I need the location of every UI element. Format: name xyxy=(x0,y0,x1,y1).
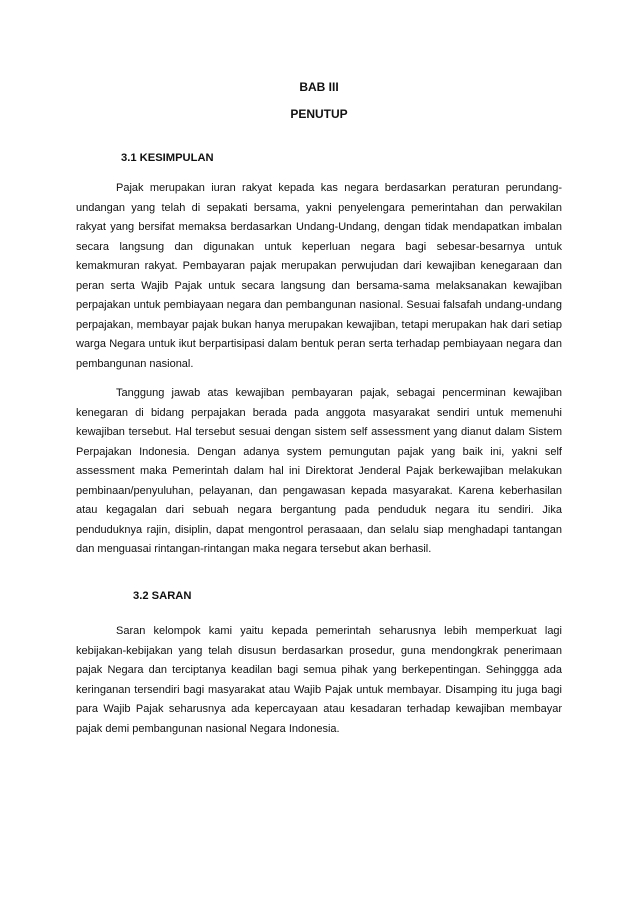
section-heading-saran: 3.2 SARAN xyxy=(133,590,192,602)
chapter-number: BAB III xyxy=(299,80,339,94)
paragraph-kesimpulan-2: Tanggung jawab atas kewajiban pembayaran pajak, sebagai pencerminan kewajiban kenegaran di bidang perpajakan berada pada anggota masyarakat sendiri untuk memenuhi kewajiban tersebut. Hal tersebut sesuai dengan sistem self assessment yang dianut dalam Sistem Perpajakan Indonesia. Dengan adanya system pemungutan pajak yang baik ini, yakni self assessment maka Pemerintah dalam hal ini Direktorat Jenderal Pajak berkewajiban melakukan pembinaan/penyuluhan, pelayanan, dan pengawasan kepada masyarakat. Karena keberhasilan atau kegagalan dari sebuah negara bergantung pada penduduk negara itu sendiri. Jika penduduknya rajin, disiplin, dapat mengontrol perasaaan, dan selalu siap menghadapi tantangan dan menguasai rintangan-rintangan maka negara tersebut akan berhasil. xyxy=(76,387,562,555)
paragraph-saran-1: Saran kelompok kami yaitu kepada pemerintah seharusnya lebih memperkuat lagi kebijakan-kebijakan yang telah disusun berdasarkan prosedur, guna mendongkrak penerimaan pajak Negara dan terciptanya keadilan bagi semua pihak yang berkepentingan. Sehinggga ada keringanan tersendiri bagi masyarakat atau Wajib Pajak untuk membayar. Disamping itu juga bagi para Wajib Pajak seharusnya ada kepercayaan atau kesadaran terhadap kewajiban membayar pajak demi pembangunan nasional Negara Indonesia. xyxy=(76,625,562,735)
paragraph-kesimpulan-1: Pajak merupakan iuran rakyat kepada kas negara berdasarkan peraturan perundang-undangan yang telah di sepakati bersama, yakni penyelengara pemerintahan dan perwakilan rakyat yang bersifat memaksa berdasarkan Undang-Undang, dengan tidak mendapatkan imbalan secara langsung dan digunakan untuk keperluan negara bagi sebesar-besarnya untuk kemakmuran rakyat. Pembayaran pajak merupakan perwujudan dari kewajiban kenegaraan dan peran serta Wajib Pajak untuk secara langsung dan bersama-sama melaksanakan kewajiban perpajakan untuk pembiayaan negara dan pembangunan nasional. Sesuai falsafah undang-undang perpajakan, membayar pajak bukan hanya merupakan kewajiban, tetapi merupakan hak dari setiap warga Negara untuk ikut berpartisipasi dalam bentuk peran serta terhadap pembiayaan negara dan pembangunan nasional. xyxy=(76,182,562,370)
section-heading-kesimpulan: 3.1 KESIMPULAN xyxy=(121,152,214,164)
chapter-title: PENUTUP xyxy=(290,107,348,121)
